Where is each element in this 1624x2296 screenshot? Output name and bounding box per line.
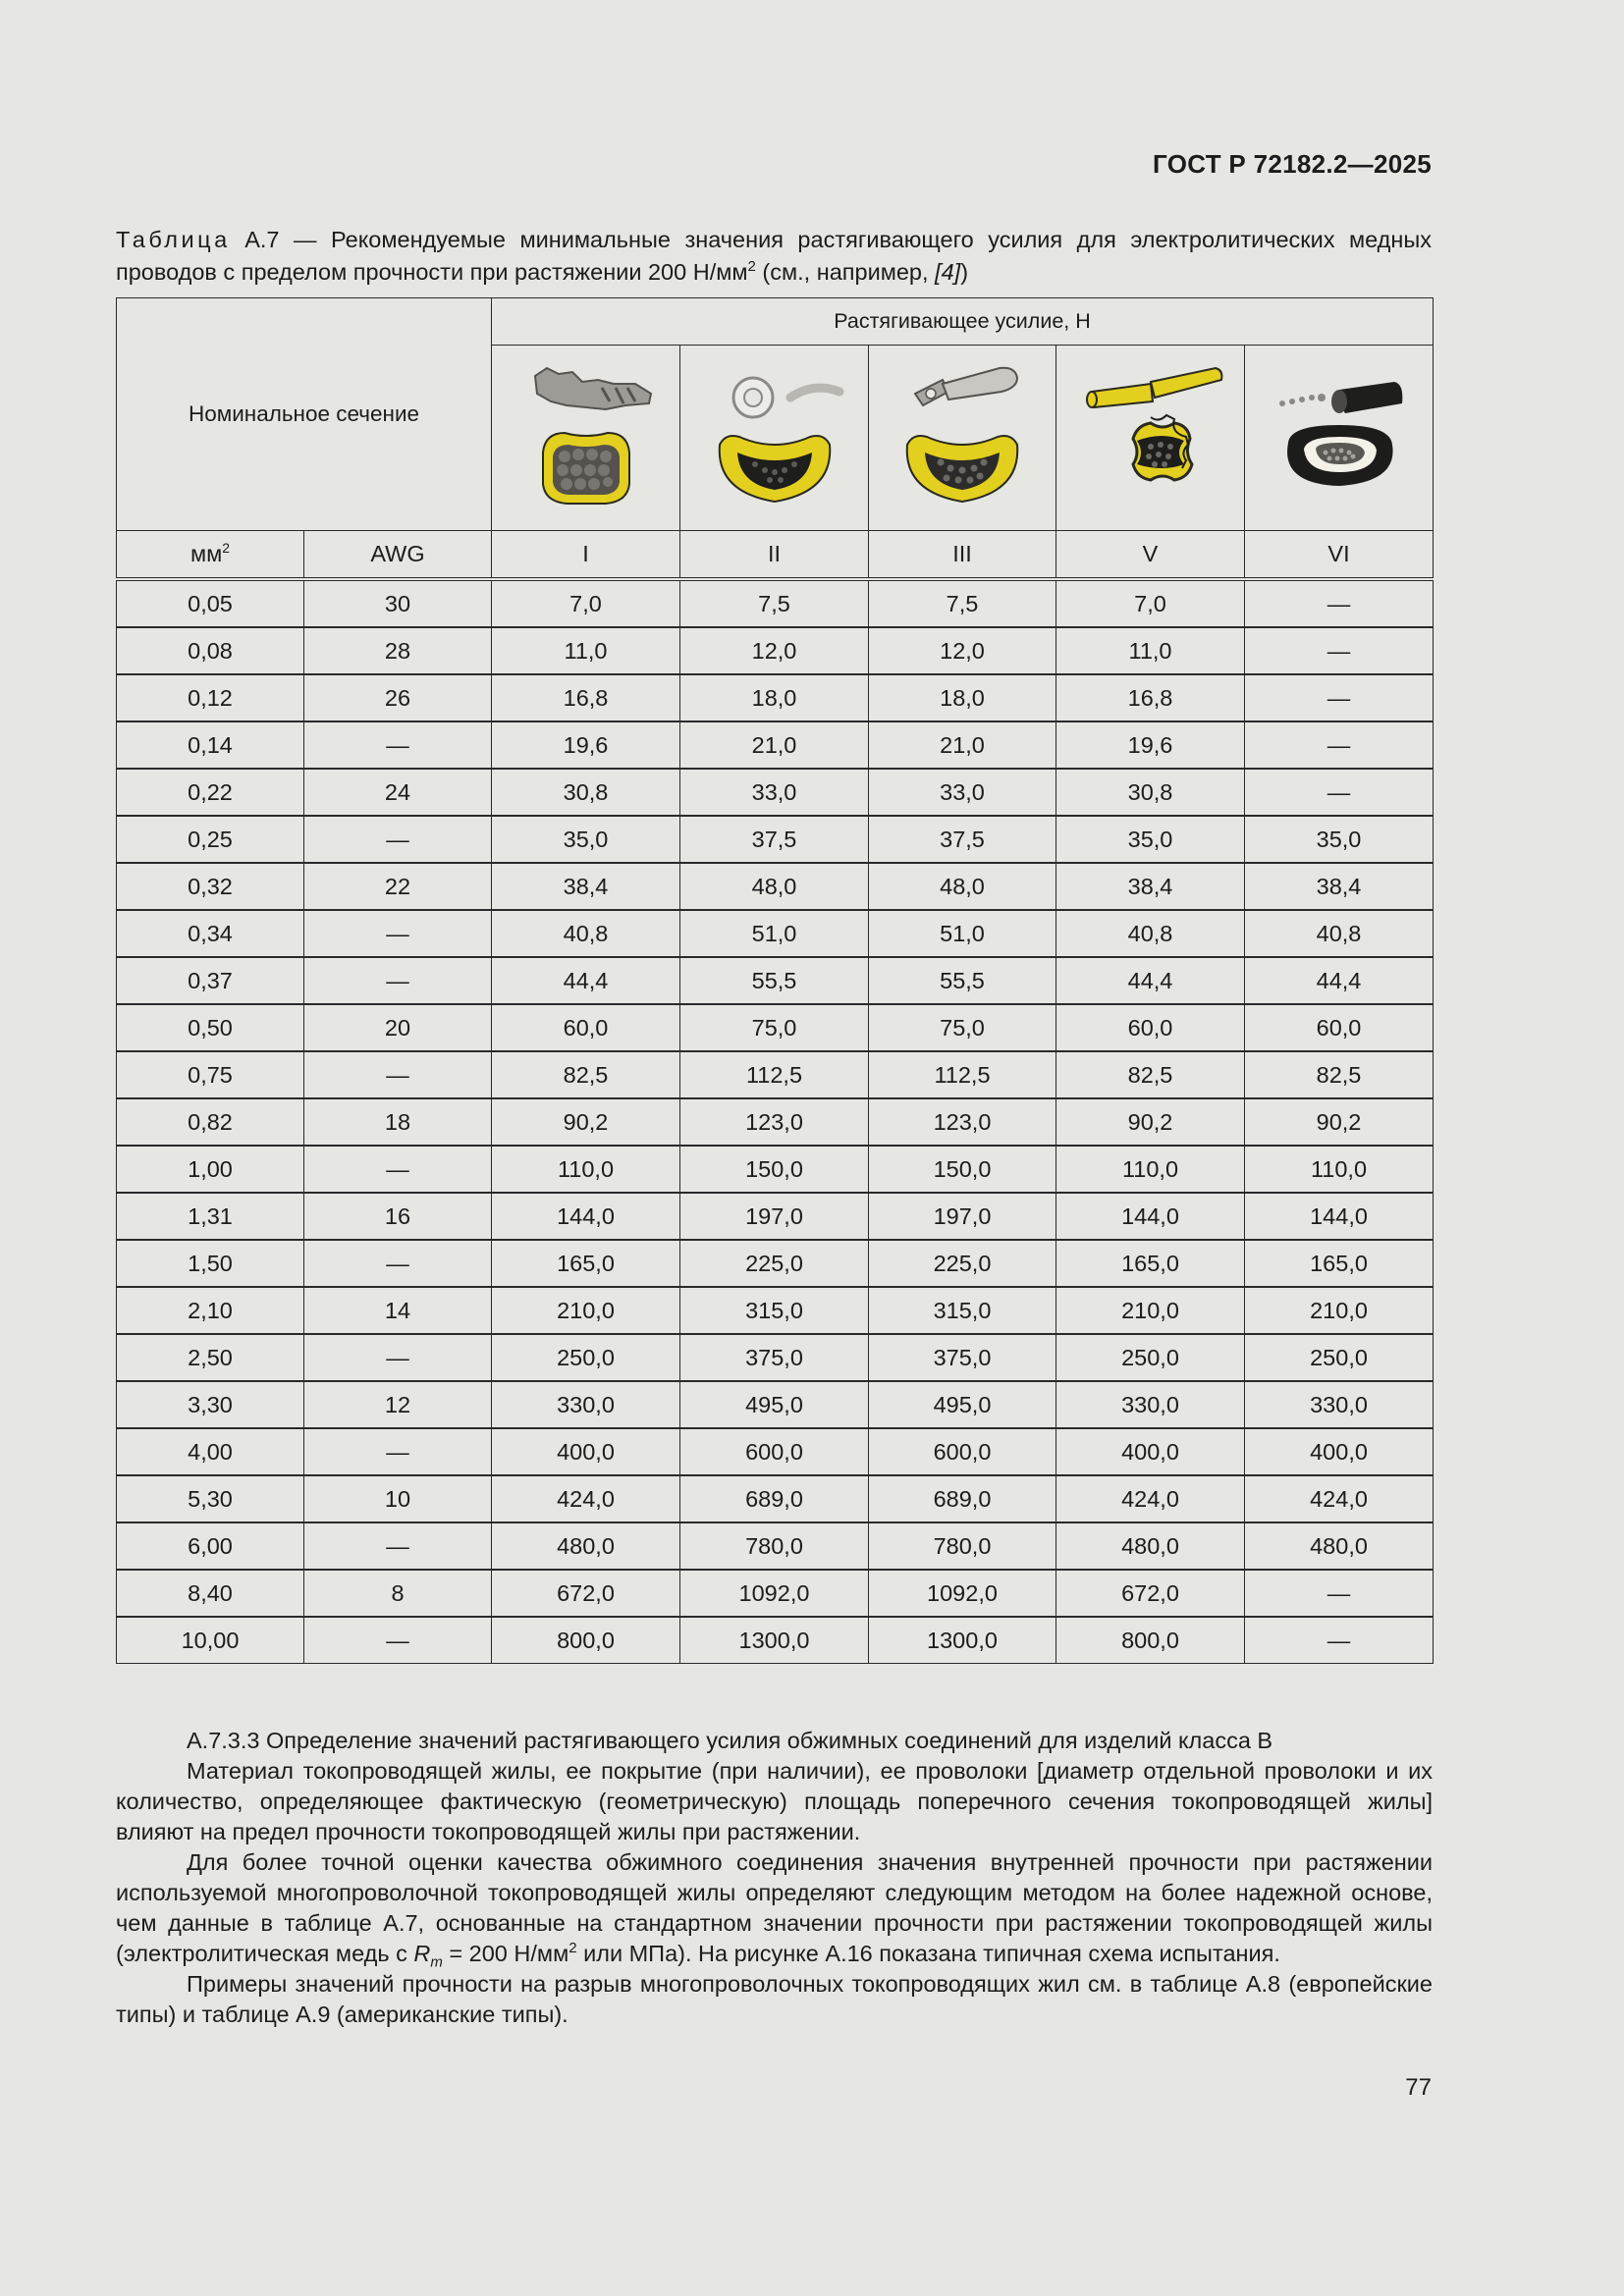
table-cell: 30,8: [492, 769, 680, 816]
table-cell: 110,0: [1245, 1146, 1434, 1193]
column-header-III: III: [869, 531, 1056, 580]
table-cell: 55,5: [869, 957, 1056, 1004]
table-cell: —: [1245, 1570, 1434, 1617]
tube-lug-icon: [884, 354, 1041, 521]
table-row: [117, 769, 1434, 816]
table-row: [117, 1570, 1434, 1617]
table-cell: 38,4: [492, 863, 680, 910]
table-cell: 7,0: [492, 579, 680, 627]
table-cell: 1,31: [117, 1193, 304, 1240]
table-cell: 2,50: [117, 1334, 304, 1381]
table-cell: 330,0: [492, 1381, 680, 1428]
table-row: [117, 1193, 1434, 1240]
table-cell: 112,5: [680, 1051, 869, 1098]
table-cell: —: [1245, 627, 1434, 674]
table-row: [117, 1287, 1434, 1334]
table-cell: 1300,0: [680, 1617, 869, 1664]
table-cell: —: [304, 1146, 492, 1193]
table-row: [117, 1522, 1434, 1570]
table-cell: 0,50: [117, 1004, 304, 1051]
ring-terminal-icon: [696, 354, 853, 521]
caption-ref: [4]: [935, 259, 961, 285]
table-cell: 35,0: [1245, 816, 1434, 863]
table-cell: 112,5: [869, 1051, 1056, 1098]
table-row: [117, 1146, 1434, 1193]
table-cell: 12: [304, 1381, 492, 1428]
table-cell: 60,0: [1056, 1004, 1245, 1051]
table-cell: 480,0: [1056, 1522, 1245, 1570]
table-cell: 110,0: [492, 1146, 680, 1193]
table-cell: 1,00: [117, 1146, 304, 1193]
table-cell: 40,8: [492, 910, 680, 957]
table-caption: [116, 224, 1432, 289]
column-header-II: II: [680, 531, 869, 580]
caption-sup: 2: [747, 258, 756, 276]
table-cell: 150,0: [869, 1146, 1056, 1193]
table-cell: —: [304, 1240, 492, 1287]
table-cell: 225,0: [869, 1240, 1056, 1287]
table-cell: 37,5: [680, 816, 869, 863]
table-cell: 400,0: [492, 1428, 680, 1475]
caption-text-end: ): [960, 259, 969, 285]
table-cell: 51,0: [869, 910, 1056, 957]
table-cell: 400,0: [1245, 1428, 1434, 1475]
table-cell: —: [1245, 1617, 1434, 1664]
ferrule-pin-icon: [1072, 354, 1229, 521]
table-cell: 18: [304, 1098, 492, 1146]
table-cell: 0,34: [117, 910, 304, 957]
table-cell: 0,12: [117, 674, 304, 721]
table-row: [117, 816, 1434, 863]
table-cell: 150,0: [680, 1146, 869, 1193]
table-cell: 330,0: [1056, 1381, 1245, 1428]
table-cell: 24: [304, 769, 492, 816]
table-row: [117, 1381, 1434, 1428]
table-cell: 26: [304, 674, 492, 721]
table-cell: 424,0: [492, 1475, 680, 1522]
table-cell: 2,10: [117, 1287, 304, 1334]
table-cell: 1092,0: [680, 1570, 869, 1617]
table-cell: 51,0: [680, 910, 869, 957]
table-cell: 424,0: [1056, 1475, 1245, 1522]
table-cell: 0,05: [117, 579, 304, 627]
table-cell: 0,25: [117, 816, 304, 863]
table-cell: 19,6: [492, 721, 680, 769]
table-cell: —: [304, 1428, 492, 1475]
table-row: [117, 627, 1434, 674]
table-cell: 30,8: [1056, 769, 1245, 816]
nominal-section-header: Номинальное сечение: [117, 298, 492, 531]
table-cell: 82,5: [1056, 1051, 1245, 1098]
table-cell: 375,0: [680, 1334, 869, 1381]
table-row: [117, 1004, 1434, 1051]
table-cell: 35,0: [1056, 816, 1245, 863]
table-cell: 90,2: [1056, 1098, 1245, 1146]
table-row: [117, 910, 1434, 957]
table-cell: 16: [304, 1193, 492, 1240]
table-cell: —: [1245, 579, 1434, 627]
table-cell: 7,5: [869, 579, 1056, 627]
table-row: [117, 1428, 1434, 1475]
table-cell: 600,0: [869, 1428, 1056, 1475]
table-row: [117, 863, 1434, 910]
table-cell: 18,0: [680, 674, 869, 721]
table-cell: 44,4: [1056, 957, 1245, 1004]
table-cell: 4,00: [117, 1428, 304, 1475]
table-cell: 123,0: [869, 1098, 1056, 1146]
table-cell: 37,5: [869, 816, 1056, 863]
table-cell: 44,4: [492, 957, 680, 1004]
crimp-terminal-icon: [508, 354, 665, 521]
table-cell: 315,0: [869, 1287, 1056, 1334]
table-cell: 210,0: [492, 1287, 680, 1334]
table-cell: 1300,0: [869, 1617, 1056, 1664]
table-cell: 330,0: [1245, 1381, 1434, 1428]
table-cell: 0,32: [117, 863, 304, 910]
table-cell: 44,4: [1245, 957, 1434, 1004]
table-cell: 672,0: [492, 1570, 680, 1617]
table-cell: —: [304, 1334, 492, 1381]
table-row: [117, 1475, 1434, 1522]
table-cell: —: [1245, 674, 1434, 721]
table-cell: —: [304, 1617, 492, 1664]
table-row: [117, 957, 1434, 1004]
table-cell: 144,0: [492, 1193, 680, 1240]
table-cell: —: [304, 1522, 492, 1570]
table-cell: 210,0: [1056, 1287, 1245, 1334]
tube-lug-icon-cell: [869, 346, 1056, 531]
table-cell: 3,30: [117, 1381, 304, 1428]
table-cell: 18,0: [869, 674, 1056, 721]
tensile-force-header: Растягивающее усилие, Н: [492, 298, 1434, 346]
table-cell: 165,0: [1056, 1240, 1245, 1287]
column-header-I: I: [492, 531, 680, 580]
table-cell: 780,0: [680, 1522, 869, 1570]
insulated-splice-icon: [1261, 354, 1418, 521]
table-cell: 33,0: [680, 769, 869, 816]
caption-label: Таблица: [116, 227, 231, 252]
table-cell: 8: [304, 1570, 492, 1617]
table-row: [117, 721, 1434, 769]
insulated-splice-icon-cell: [1245, 346, 1434, 531]
table-cell: 600,0: [680, 1428, 869, 1475]
crimp-terminal-icon-cell: [492, 346, 680, 531]
table-cell: 82,5: [1245, 1051, 1434, 1098]
table-cell: 123,0: [680, 1098, 869, 1146]
table-cell: 0,37: [117, 957, 304, 1004]
table-cell: 35,0: [492, 816, 680, 863]
page-number: 77: [1405, 2074, 1432, 2101]
table-cell: 60,0: [1245, 1004, 1434, 1051]
table-cell: 480,0: [1245, 1522, 1434, 1570]
table-cell: 375,0: [869, 1334, 1056, 1381]
table-cell: 5,30: [117, 1475, 304, 1522]
tensile-force-table: [116, 297, 1434, 1664]
table-cell: 40,8: [1056, 910, 1245, 957]
table-cell: —: [304, 910, 492, 957]
table-row: [117, 1098, 1434, 1146]
table-cell: 12,0: [680, 627, 869, 674]
table-cell: 800,0: [492, 1617, 680, 1664]
table-cell: 800,0: [1056, 1617, 1245, 1664]
table-cell: 144,0: [1245, 1193, 1434, 1240]
table-cell: 75,0: [680, 1004, 869, 1051]
paragraph-1: Материал токопроводящей жилы, ее покрытие (при наличии), ее проволоки [диаметр отдельной проволоки и их количество, определяющее фактическую (геометрическую) площадь поперечного сечения токопроводящей жилы] влияют на предел прочности токопроводящей жилы при растяжении.: [116, 1758, 1433, 1844]
table-cell: 14: [304, 1287, 492, 1334]
table-cell: 33,0: [869, 769, 1056, 816]
table-cell: 10: [304, 1475, 492, 1522]
column-header-V: V: [1056, 531, 1245, 580]
table-cell: 20: [304, 1004, 492, 1051]
table-cell: 38,4: [1245, 863, 1434, 910]
table-cell: 250,0: [1056, 1334, 1245, 1381]
table-cell: 48,0: [869, 863, 1056, 910]
table-cell: 1,50: [117, 1240, 304, 1287]
table-cell: 48,0: [680, 863, 869, 910]
column-header-VI: VI: [1245, 531, 1434, 580]
table-cell: 21,0: [869, 721, 1056, 769]
section-body: [116, 1726, 1433, 2030]
table-row: [117, 1240, 1434, 1287]
table-cell: 144,0: [1056, 1193, 1245, 1240]
table-row: [117, 674, 1434, 721]
paragraph-3: Примеры значений прочности на разрыв многопроволочных токопроводящих жил см. в таблице А.8 (европейские типы) и таблице А.9 (американские типы).: [116, 1971, 1433, 2027]
table-cell: 672,0: [1056, 1570, 1245, 1617]
table-cell: 10,00: [117, 1617, 304, 1664]
table-cell: 424,0: [1245, 1475, 1434, 1522]
table-cell: 12,0: [869, 627, 1056, 674]
table-cell: 0,82: [117, 1098, 304, 1146]
table-cell: —: [304, 1051, 492, 1098]
table-row: [117, 1617, 1434, 1664]
unit-mm2-header: $мм^2$: [117, 531, 304, 580]
table-cell: 400,0: [1056, 1428, 1245, 1475]
table-cell: —: [304, 721, 492, 769]
standard-designation: ГОСТ Р 72182.2—2025: [1153, 149, 1432, 179]
table-cell: 90,2: [492, 1098, 680, 1146]
table-cell: 315,0: [680, 1287, 869, 1334]
table-cell: 22: [304, 863, 492, 910]
table-cell: 0,14: [117, 721, 304, 769]
table-cell: —: [304, 816, 492, 863]
table-cell: —: [304, 957, 492, 1004]
table-cell: 165,0: [492, 1240, 680, 1287]
table-row: [117, 1051, 1434, 1098]
table-cell: 90,2: [1245, 1098, 1434, 1146]
caption-text-after: (см., например,: [755, 259, 936, 285]
table-cell: 38,4: [1056, 863, 1245, 910]
section-title: А.7.3.3 Определение значений растягивающего усилия обжимных соединений для изделий класса В: [187, 1728, 1273, 1753]
table-cell: 11,0: [492, 627, 680, 674]
table-cell: 250,0: [492, 1334, 680, 1381]
table-cell: 0,22: [117, 769, 304, 816]
table-cell: 75,0: [869, 1004, 1056, 1051]
table-cell: 40,8: [1245, 910, 1434, 957]
table-cell: 197,0: [680, 1193, 869, 1240]
table-cell: 689,0: [680, 1475, 869, 1522]
table-cell: 225,0: [680, 1240, 869, 1287]
table-cell: 7,0: [1056, 579, 1245, 627]
table-cell: 7,5: [680, 579, 869, 627]
table-cell: 82,5: [492, 1051, 680, 1098]
table-cell: 165,0: [1245, 1240, 1434, 1287]
ring-terminal-icon-cell: [680, 346, 869, 531]
table-cell: 55,5: [680, 957, 869, 1004]
table-cell: 8,40: [117, 1570, 304, 1617]
table-cell: 11,0: [1056, 627, 1245, 674]
unit-awg-header: AWG: [304, 531, 492, 580]
table-cell: 689,0: [869, 1475, 1056, 1522]
table-cell: 30: [304, 579, 492, 627]
table-cell: 495,0: [869, 1381, 1056, 1428]
table-cell: 16,8: [1056, 674, 1245, 721]
table-cell: 197,0: [869, 1193, 1056, 1240]
table-cell: 480,0: [492, 1522, 680, 1570]
table-cell: —: [1245, 769, 1434, 816]
paragraph-2: Для более точной оценки качества обжимного соединения значения внутренней прочности при растяжении используемой многопроволочной токопроводящей жилы определяют следующим методом на более надежной основе, чем данные в таблице А.7, основанные на стандартном значении прочности при растяжении токопроводящей жилы (электролитическая медь с $R_m = 200$ $Н/мм^2$ или МПа). На рисунке А.16 показана типичная схема испытания.: [116, 1849, 1433, 1971]
table-cell: 250,0: [1245, 1334, 1434, 1381]
caption-number: А.7: [244, 227, 280, 252]
table-cell: 19,6: [1056, 721, 1245, 769]
table-row: [117, 579, 1434, 627]
table-cell: 1092,0: [869, 1570, 1056, 1617]
table-cell: 16,8: [492, 674, 680, 721]
table-cell: 21,0: [680, 721, 869, 769]
table-cell: 210,0: [1245, 1287, 1434, 1334]
table-cell: 110,0: [1056, 1146, 1245, 1193]
table-cell: —: [1245, 721, 1434, 769]
table-cell: 0,08: [117, 627, 304, 674]
table-cell: 60,0: [492, 1004, 680, 1051]
table-cell: 780,0: [869, 1522, 1056, 1570]
table-cell: 495,0: [680, 1381, 869, 1428]
table-cell: 0,75: [117, 1051, 304, 1098]
caption-text: — Рекомендуемые минимальные значения растягивающего усилия для электролитических медных проводов с пределом прочности при растяжении 200 Н/мм: [116, 227, 1433, 285]
table-cell: 28: [304, 627, 492, 674]
ferrule-pin-icon-cell: [1056, 346, 1245, 531]
table-row: [117, 1334, 1434, 1381]
table-cell: 6,00: [117, 1522, 304, 1570]
